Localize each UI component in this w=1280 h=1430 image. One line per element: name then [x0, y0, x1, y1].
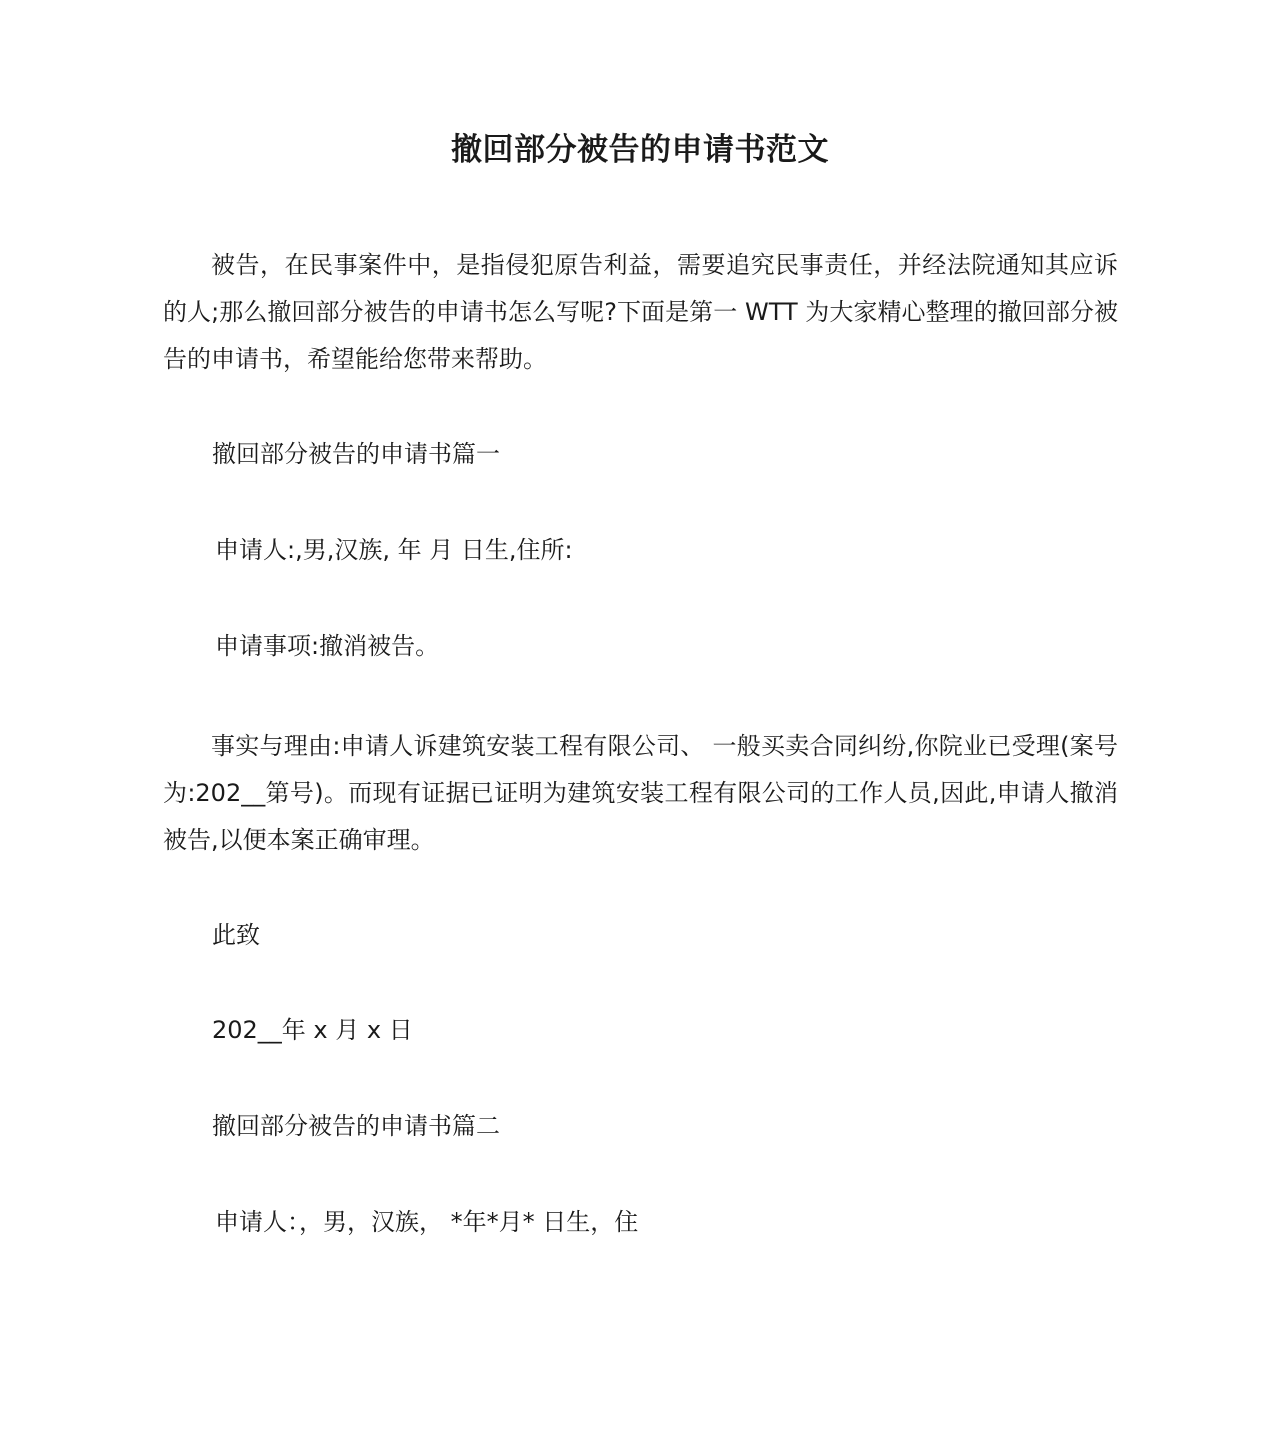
section2-heading: 撤回部分被告的申请书篇二 — [212, 1112, 500, 1140]
salutation: 此致 — [212, 921, 260, 949]
applicant-line-2: 申请人：，男，汉族， *年*月* 日生，住 — [215, 1208, 639, 1236]
intro-paragraph: 被告，在民事案件中，是指侵犯原告利益，需要追究民事责任，并经法院通知其应诉的人;那么撤回部分被告的申请书怎么写呢?下面是第一 WTT 为大家精心整理的撤回部分被告的申请书，希望能给您带来帮助。 — [163, 251, 1118, 373]
facts-paragraph: 事实与理由:申请人诉建筑安装工程有限公司、 一般买卖合同纠纷,你院业已受理(案号为:202__第号)。而现有证据已证明为建筑安装工程有限公司的工作人员,因此,申请人撤消被告,以便本案正确审理。 — [163, 732, 1118, 854]
date-line: 202__年 x 月 x 日 — [212, 1016, 413, 1044]
document-title: 撤回部分被告的申请书范文 — [451, 132, 829, 168]
request-item: 申请事项:撤消被告。 — [215, 632, 440, 660]
applicant-line-1: 申请人:,男,汉族, 年 月 日生,住所: — [215, 536, 573, 564]
section1-heading: 撤回部分被告的申请书篇一 — [212, 440, 500, 468]
